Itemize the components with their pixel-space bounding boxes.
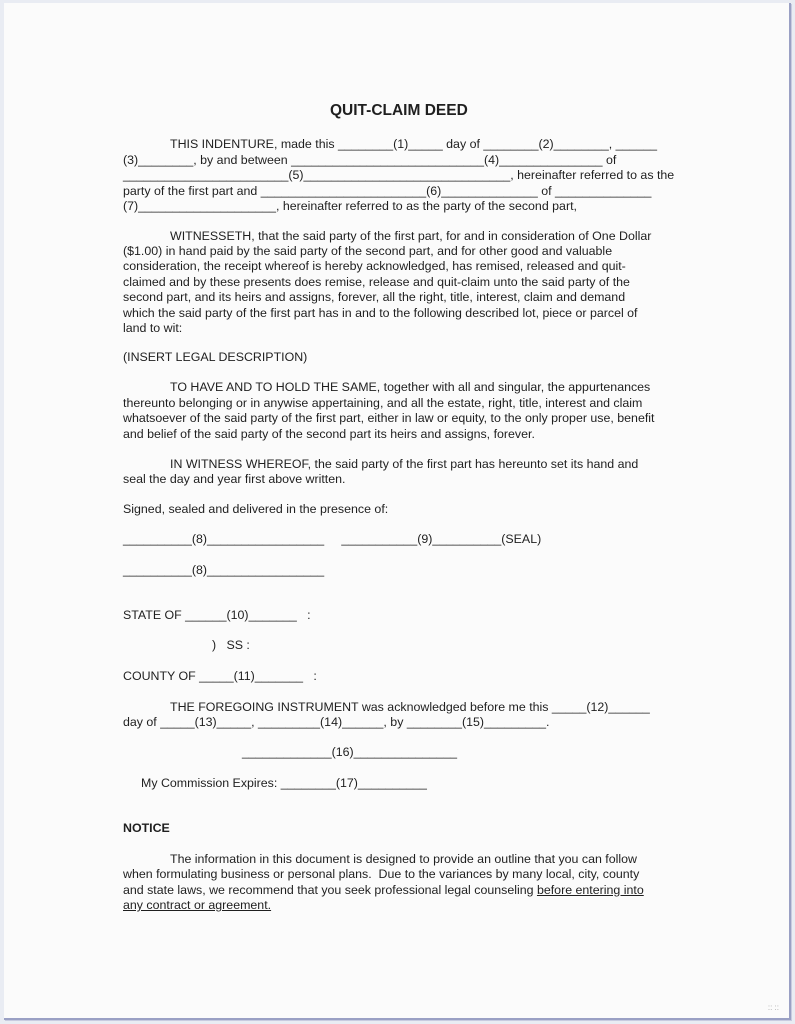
text-line: (3)________, by and between ____________________________(4)_______________ of <box>123 153 617 167</box>
text-line: ) SS : <box>212 638 250 652</box>
text-line: WITNESSETH, that the said party of the first part, for and in consideration of One Dollar <box>170 229 652 243</box>
text-line: (7)____________________, hereinafter referred to as the party of the second part, <box>123 199 577 213</box>
text-line: claimed and by these presents does remise, release and quit-claim unto the said party of the <box>123 275 630 289</box>
text-line <box>123 883 644 899</box>
notice-heading: NOTICE <box>123 821 170 835</box>
text-line: THIS INDENTURE, made this ________(1)_____ day of ________(2)________, ______ <box>170 137 657 151</box>
text-line: Signed, sealed and delivered in the presence of: <box>123 502 389 516</box>
text-line: and belief of the said party of the second part its heirs and assigns, forever. <box>123 427 535 441</box>
text-line: when formulating business or personal plans. Due to the variances by many local, city, county <box>123 867 640 881</box>
underlined-text: any contract or agreement. <box>123 898 272 912</box>
text-line: party of the first part and ________________________(6)______________ of ______________ <box>123 184 652 198</box>
text-line: THE FOREGOING INSTRUMENT was acknowledged before me this _____(12)______ <box>170 700 650 714</box>
signature-line: _____________(16)_______________ <box>242 745 457 759</box>
text-line: The information in this document is designed to provide an outline that you can follow <box>170 852 637 866</box>
text-line: STATE OF ______(10)_______ : <box>123 608 311 622</box>
text-line: ($1.00) in hand paid by the said party of the second part, and for other good and valuable <box>123 244 613 258</box>
text-line: ________________________(5)______________________________, hereinafter referred to as the <box>123 168 675 182</box>
text-line: TO HAVE AND TO HOLD THE SAME, together with all and singular, the appurtenances <box>170 380 651 394</box>
text-line: whatsoever of the said party of the first part, either in law or equity, to the only proper use, benefit <box>123 411 655 425</box>
signature-line: __________(8)_________________ ___________(9)__________(SEAL) <box>123 532 542 546</box>
text-line: COUNTY OF _____(11)_______ : <box>123 669 317 683</box>
text-line: My Commission Expires: ________(17)__________ <box>141 776 427 790</box>
signature-line: __________(8)_________________ <box>123 563 325 577</box>
text-line: consideration, the receipt whereof is hereby acknowledged, has remised, released and quit- <box>123 259 626 273</box>
underlined-text: before entering into <box>536 883 644 897</box>
text-line: land to wit: <box>123 321 183 335</box>
text-line: thereunto belonging or in anywise appertaining, and all the estate, right, title, interest and claim <box>123 396 643 410</box>
text-line: IN WITNESS WHEREOF, the said party of the first part has hereunto set its hand and <box>170 457 639 471</box>
text-line: second part, and its heirs and assigns, forever, all the right, title, interest, claim and demand <box>123 290 626 304</box>
document-page <box>4 3 791 1020</box>
text-line: which the said party of the first part has in and to the following described lot, piece or parcel of <box>123 306 638 320</box>
text-line: (INSERT LEGAL DESCRIPTION) <box>123 350 308 364</box>
text-line: day of _____(13)_____, _________(14)______, by ________(15)_________. <box>123 715 550 729</box>
corner-mark: :: :: <box>767 1003 779 1012</box>
document-title: QUIT-CLAIM DEED <box>330 102 468 119</box>
text-line: seal the day and year first above written. <box>123 472 346 486</box>
text-segment: and state laws, we recommend that you seek professional legal counseling <box>123 883 537 897</box>
